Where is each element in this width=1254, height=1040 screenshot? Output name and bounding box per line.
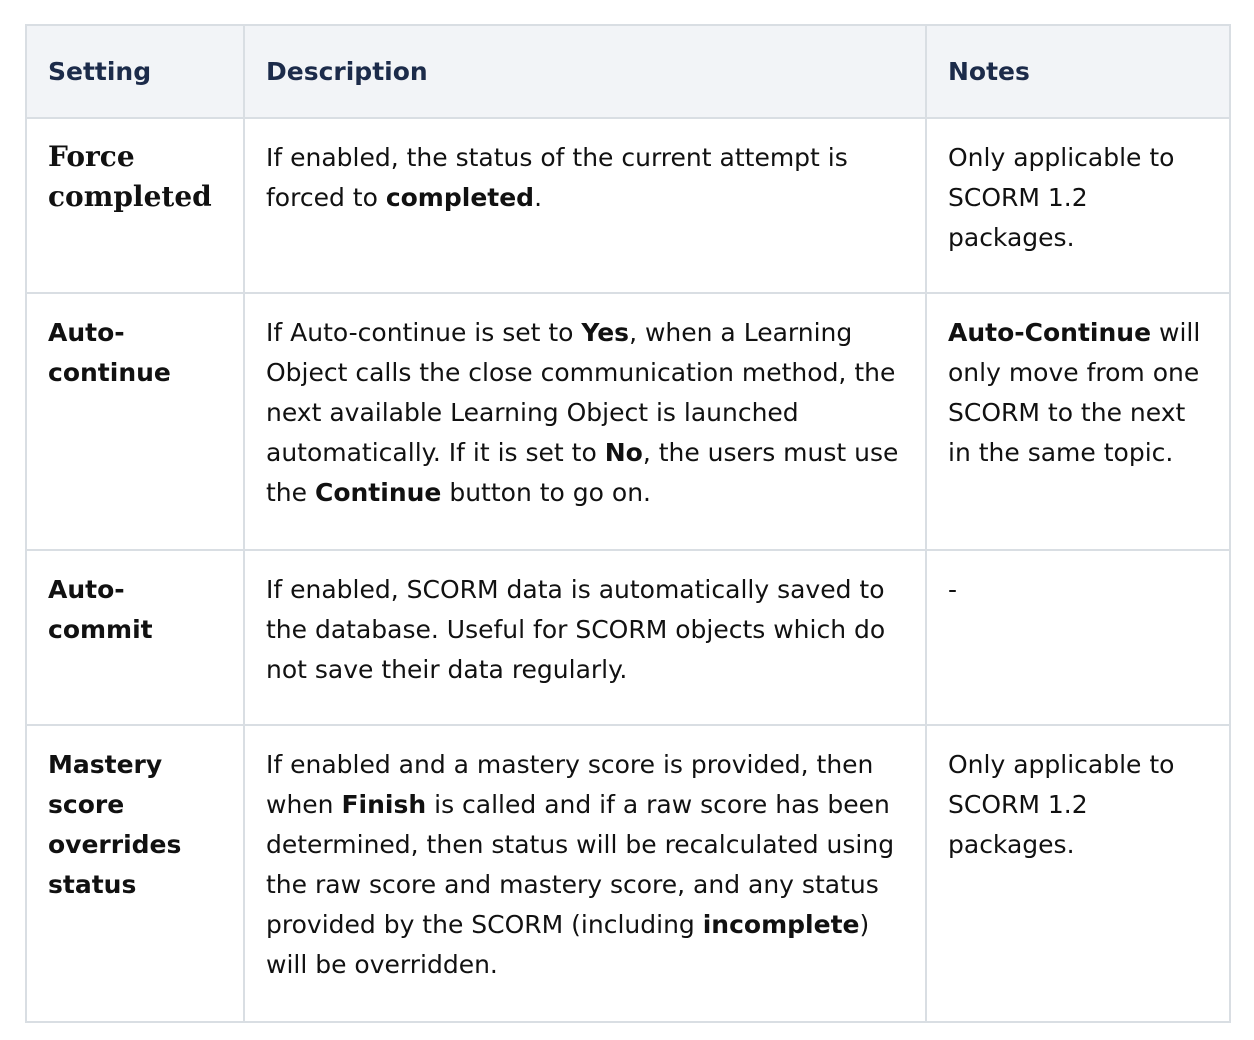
setting-name-mastery-score-overrides-status: Mastery score overrides status xyxy=(48,750,182,899)
description-text: If enabled, SCORM data is automatically saved to the database. Useful for SCORM objects which do not save their data regularly. xyxy=(266,575,886,684)
description-emphasis: incomplete xyxy=(702,910,860,939)
notes-emphasis: Auto-Continue xyxy=(948,318,1152,347)
description-emphasis: Finish xyxy=(341,790,427,819)
table-row xyxy=(26,293,1230,550)
description-cell xyxy=(244,118,926,293)
description-text: If Auto-continue is set to xyxy=(266,318,582,347)
description-cell xyxy=(244,293,926,550)
description-cell xyxy=(244,725,926,1022)
description-emphasis: completed xyxy=(385,183,535,212)
setting-cell xyxy=(26,118,244,293)
table-header xyxy=(26,25,1230,118)
header-description: Description xyxy=(244,25,926,118)
table-row xyxy=(26,550,1230,725)
notes-text: - xyxy=(948,575,958,604)
table-row xyxy=(26,725,1230,1022)
setting-cell xyxy=(26,550,244,725)
notes-cell xyxy=(926,725,1230,1022)
description-cell xyxy=(244,550,926,725)
notes-cell xyxy=(926,118,1230,293)
description-emphasis: Continue xyxy=(314,478,442,507)
description-text: , the users must use the xyxy=(266,438,899,507)
notes-cell xyxy=(926,293,1230,550)
notes-text: will only move from one SCORM to the next in the same topic. xyxy=(948,318,1201,467)
description-text: ) will be overridden. xyxy=(266,910,870,979)
description-emphasis: Yes xyxy=(581,318,630,347)
description-text: . xyxy=(534,183,543,212)
setting-cell xyxy=(26,293,244,550)
notes-text: Only applicable to SCORM 1.2 packages. xyxy=(948,750,1175,859)
description-text: , when a Learning Object calls the close communication method, the next available Learning Object is launched automatically. If it is set to xyxy=(266,318,896,467)
setting-name-auto-commit: Auto-commit xyxy=(48,575,153,644)
header-row xyxy=(26,25,1230,118)
notes-cell xyxy=(926,550,1230,725)
description-emphasis: No xyxy=(604,438,643,467)
header-notes: Notes xyxy=(926,25,1230,118)
description-text: is called and if a raw score has been determined, then status will be recalculated using the raw score and mastery score, and any status provided by the SCORM (including xyxy=(266,790,895,939)
header-setting: Setting xyxy=(26,25,244,118)
description-text: If enabled, the status of the current attempt is forced to xyxy=(266,143,848,212)
setting-cell xyxy=(26,725,244,1022)
description-text: If enabled and a mastery score is provided, then when xyxy=(266,750,874,819)
notes-text: Only applicable to SCORM 1.2 packages. xyxy=(948,143,1175,252)
setting-name-force-completed: Force completed xyxy=(48,140,212,213)
setting-name-auto-continue: Auto-continue xyxy=(48,318,171,387)
table-row xyxy=(26,118,1230,293)
description-text: button to go on. xyxy=(441,478,651,507)
scorm-settings-table xyxy=(25,24,1231,1023)
